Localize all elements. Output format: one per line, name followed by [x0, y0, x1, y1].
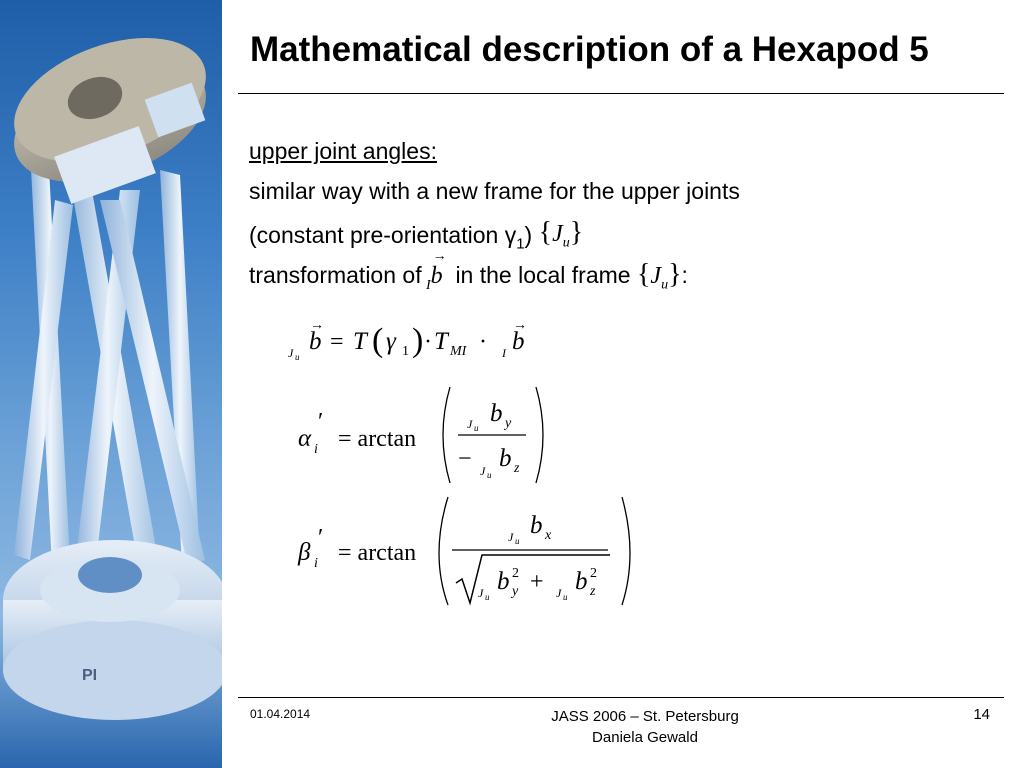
- eq1-lhs-b: b: [309, 328, 322, 355]
- eq3-den-sup1: 2: [512, 566, 519, 581]
- eq1-rhs-b: b: [512, 328, 525, 355]
- eq1-rparen: ): [412, 322, 424, 359]
- eq2-num-sub: y: [505, 416, 512, 431]
- page-number: 14: [973, 706, 990, 723]
- eq2-arctan: = arctan: [338, 426, 417, 452]
- line4-end: :: [681, 262, 688, 288]
- eq3-rparen: [622, 497, 630, 605]
- eq1-gamma-sub: 1: [402, 344, 409, 359]
- line3-close: ): [524, 222, 533, 248]
- hexapod-illustration: [0, 0, 222, 768]
- eq3-den-b1: b: [497, 568, 510, 595]
- eq2-den-pre-sub: u: [487, 470, 492, 480]
- eq2-den-b: b: [499, 445, 512, 472]
- eq2-den-sign: −: [458, 446, 472, 472]
- vector-ib: [425, 249, 449, 293]
- eq2-alpha: α: [298, 425, 312, 452]
- frame-symbol-2: J: [650, 263, 662, 289]
- eq3-den-pre-2: J: [556, 586, 562, 600]
- footer-date: 01.04.2014: [250, 707, 311, 721]
- eq3-arctan: = arctan: [338, 540, 417, 566]
- eq3-lparen: [439, 497, 448, 605]
- footer-center: [520, 706, 770, 748]
- eq3-beta-sub: i: [314, 556, 318, 571]
- equation-1: [288, 318, 527, 362]
- eq1-lhs-arrow: →: [310, 318, 324, 333]
- line4-text: transformation of: [249, 262, 422, 288]
- line4-mid: in the local frame: [455, 262, 631, 288]
- eq3-den-pre-sub-1: u: [485, 592, 490, 602]
- eq3-num-b: b: [530, 512, 543, 539]
- line3-sub: 1: [516, 235, 525, 253]
- eq1-equals: =: [330, 329, 344, 355]
- frame-set-1: $\{J_u\}$: [538, 217, 584, 251]
- eq2-rparen: [536, 387, 543, 483]
- eq3-beta: β: [298, 539, 311, 566]
- eq2-num-pre: J: [467, 417, 473, 431]
- body-line-4: [249, 249, 688, 294]
- eq3-num-pre: J: [508, 530, 514, 544]
- footer-divider: [238, 697, 1004, 698]
- eq3-num-pre-sub: u: [515, 536, 520, 546]
- eq3-den-pre-1: J: [478, 586, 484, 600]
- eq3-den-pre-sub-2: u: [563, 592, 568, 602]
- frame-sub-2: u: [661, 277, 669, 293]
- title-divider: [238, 93, 1004, 94]
- eq1-T2: T: [434, 328, 448, 355]
- footer-author: Daniela Gewald: [592, 729, 698, 746]
- eq1-rhs-pre: I: [502, 346, 506, 360]
- equation-3: [297, 497, 630, 605]
- eq3-den-sub-z: z: [590, 584, 596, 599]
- eq1-lhs-pre-sub: u: [295, 352, 300, 362]
- eq3-den-b2: b: [575, 568, 588, 595]
- eq1-dot: ·: [424, 329, 432, 355]
- equations-block: [280, 305, 640, 625]
- hexapod-photo: [0, 0, 222, 768]
- eq1-gamma: γ: [386, 328, 396, 355]
- eq3-prime: ′: [318, 525, 324, 551]
- section-heading: upper joint angles:: [249, 138, 437, 164]
- body-line-3: [249, 219, 583, 254]
- eq3-den-sub-y: y: [512, 584, 519, 599]
- eq1-T: T: [353, 328, 367, 355]
- footer-event: JASS 2006 – St. Petersburg: [551, 708, 739, 725]
- eq1-T2-sub: MI: [450, 344, 467, 359]
- body-line-2: similar way with a new frame for the upper joints: [249, 178, 740, 204]
- equation-2: [298, 387, 543, 483]
- eq1-lparen: (: [372, 322, 384, 359]
- eq1-dot-2: ·: [479, 329, 487, 355]
- eq3-plus: +: [530, 569, 544, 595]
- vector-pre: I: [425, 277, 431, 293]
- eq2-den-pre: J: [480, 464, 486, 478]
- eq2-alpha-sub: i: [314, 442, 318, 457]
- frame-sub-1: u: [562, 235, 570, 251]
- frame-symbol-1: J: [552, 221, 563, 247]
- frame-set-2: $\{J_u\}$: [636, 259, 682, 293]
- vector-b: → b: [430, 249, 447, 289]
- eq1-lhs-pre: J: [288, 346, 294, 360]
- eq2-num-pre-sub: u: [474, 423, 479, 433]
- eq2-den-sub: z: [514, 461, 520, 476]
- eq2-lparen: [443, 387, 450, 483]
- pi-logo: PI: [82, 667, 98, 684]
- line3-text: (constant pre-orientation γ: [249, 222, 517, 248]
- eq3-den-sup2: 2: [590, 566, 597, 581]
- eq2-num-b: b: [490, 400, 503, 427]
- slide-title: Mathematical description of a Hexapod 5: [250, 30, 929, 69]
- eq3-num-sub: x: [545, 528, 552, 543]
- eq2-prime: ′: [318, 409, 324, 435]
- eq1-rhs-arrow: →: [513, 318, 527, 333]
